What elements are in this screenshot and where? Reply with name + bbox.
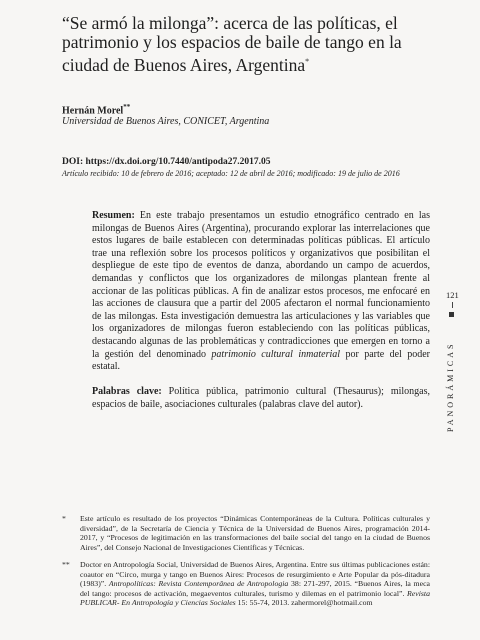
keywords-text: Política pública, patrimonio cultural (Thesaurus); milongas, espacios de baile, asociaciones culturales (palabras clave del autor). — [92, 386, 430, 410]
article-title: “Se armó la milonga”: acerca de las políticas, el patrimonio y los espacios de baile de tango en la ciudad de Buenos Aires, Argentina* — [62, 13, 402, 75]
doi-link[interactable]: DOI: https://dx.doi.org/10.7440/antipoda27.2017.05 — [62, 157, 271, 167]
abstract-label: Resumen: — [92, 210, 135, 221]
footnote-text: Doctor en Antropología Social, Universidad de Buenos Aires, Argentina. Entre sus últimas publicaciones están: coautor en “Circo, murga y tango en Buenos Aires: Procesos de resurgimiento e Arte Popular da pós-ditadura (1983)”. Antropolíticas: Revista Contemporânea de Antropologia 38: 271-297, 2015. “Buenos Aires, la meca del tango: procesos de activación, megaeventos culturales, turismo y dilemas en el patrimonio local”. Revista PUBLICAR- En Antropología y Ciencias Sociales 15: 55-74, 2013. zahermorel@hotmail.com — [80, 560, 430, 608]
abstract-text-1: En este trabajo presentamos un estudio etnográfico centrado en las milongas de Buenos Aires (Argentina), procurando explorar las interrelaciones que estos lugares de baile establecen con determinadas políticas públicas. El artículo trae una reflexión sobre los procesos políticos y organizativos que posibilitan el despliegue de este tipo de eventos de danza, abordando un campo de acuerdos, demandas y conflictos que los organizadores de milongas plantean frente al accionar de las políticas públicas. A fin de analizar estos procesos, me enfocaré en las acciones de clausura que a partir del 2005 afectaron el normal funcionamiento de las milongas. Esta investigación demuestra las articulaciones y las variables que los organizadores de milongas fueron estableciendo con las políticas públicas, destacando algunas de las problemáticas y contradicciones que emergen en torno a la gestión del denominado — [92, 210, 430, 360]
author-name: Hernán Morel** — [62, 103, 131, 117]
abstract-text-2: por parte del poder estatal. — [92, 348, 430, 373]
footnote-text: Este artículo es resultado de los proyectos “Dinámicas Contemporáneas de la Cultura. Políticas culturales y diversidad”, de la Secretaría de Ciencia y Técnica de la Universidad de Buenos Aires, programación 2014-2017, y “Procesos de legitimación en las transformaciones del baile social del tango en la ciudad de Buenos Aires”, del Consejo Nacional de Investigaciones Científicas y Técnicas. — [80, 514, 430, 552]
side-divider — [452, 302, 453, 308]
square-bullet-icon — [449, 312, 454, 317]
footnote-mark: ** — [62, 560, 70, 569]
keywords — [92, 386, 430, 411]
title-footnote-mark[interactable]: * — [305, 57, 310, 66]
author-email-link[interactable]: zahermorel@hotmail.com — [291, 598, 373, 608]
footnote-1 — [62, 514, 430, 552]
footnote-mark: * — [62, 514, 66, 523]
article-dates: Artículo recibido: 10 de febrero de 2016; aceptado: 12 de abril de 2016; modificado: 19 de julio de 2016 — [62, 169, 400, 178]
abstract — [92, 210, 430, 374]
page-number: 121 — [446, 290, 459, 300]
abstract-italic-term: patrimonio cultural inmaterial — [211, 348, 341, 360]
author-footnote-mark[interactable]: ** — [123, 103, 131, 111]
side-margin — [446, 290, 460, 430]
keywords-label: Palabras clave: — [92, 386, 162, 397]
footnote-2 — [62, 560, 430, 608]
journal-section-name: PANORÁMICAS — [446, 341, 455, 432]
author-affiliation: Universidad de Buenos Aires, CONICET, Argentina — [62, 116, 270, 127]
